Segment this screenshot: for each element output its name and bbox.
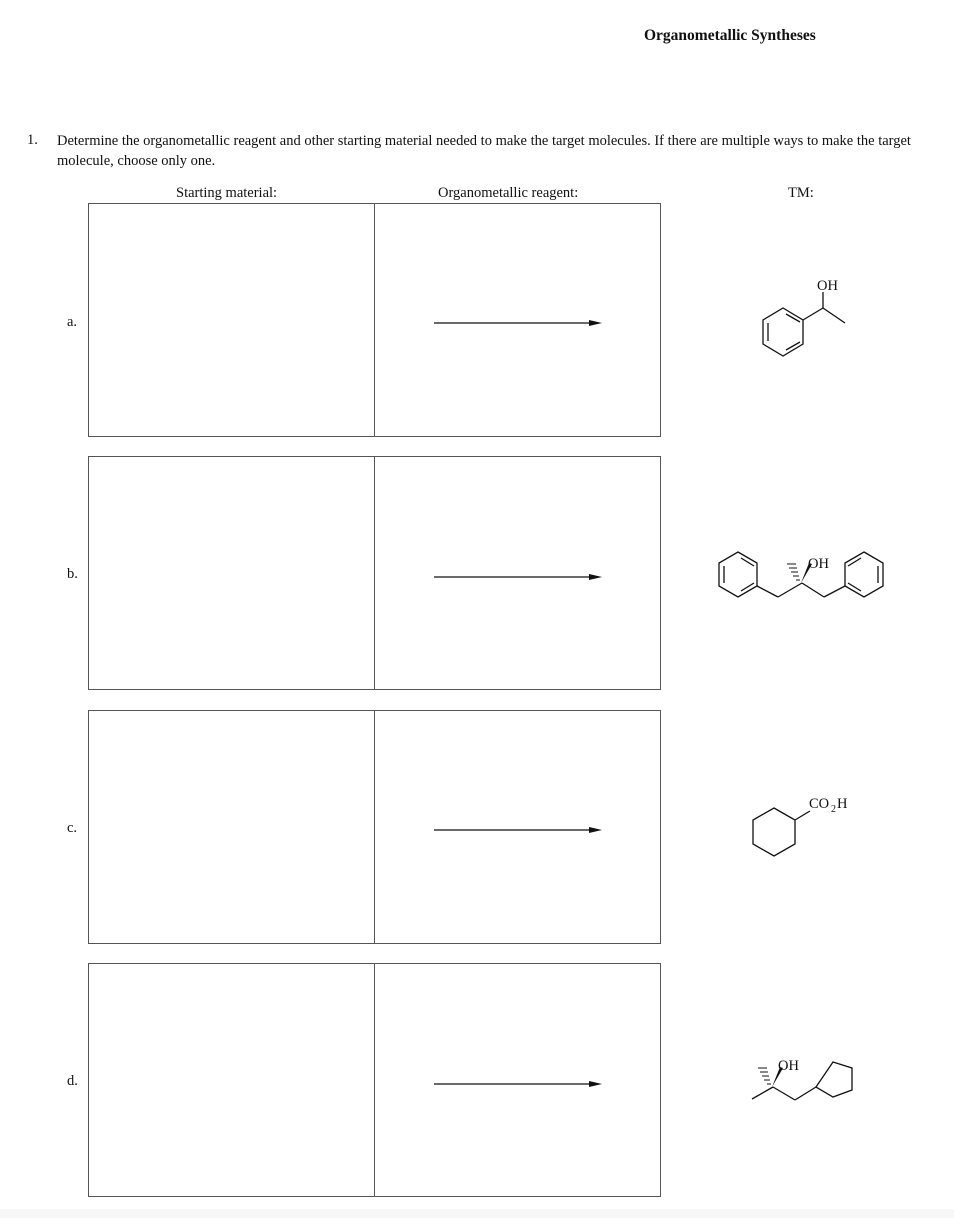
target-molecule-a: [755, 270, 865, 365]
reaction-arrow-d: [434, 1079, 602, 1089]
row-label-d: d.: [67, 1073, 78, 1089]
row-label-b: b.: [67, 566, 78, 582]
starting-material-box-b[interactable]: [88, 456, 375, 690]
reaction-arrow-c: [434, 825, 602, 835]
target-label-c-co: CO: [809, 796, 830, 812]
column-header-target-molecule: TM:: [788, 185, 814, 201]
target-molecule-d: [748, 1052, 868, 1112]
row-label-c: c.: [67, 820, 78, 836]
target-label-c-sub: 2: [831, 804, 836, 815]
starting-material-box-c[interactable]: [88, 710, 375, 944]
question-number: 1.: [27, 132, 38, 148]
page-bottom-edge: [0, 1209, 954, 1218]
target-molecule-c: [748, 794, 868, 864]
starting-material-box-a[interactable]: [88, 203, 375, 437]
target-label-c-h: H: [837, 796, 848, 812]
row-label-a: a.: [67, 314, 78, 330]
reaction-arrow-b: [434, 572, 602, 582]
column-header-organometallic-reagent: Organometallic reagent:: [438, 185, 579, 201]
page-title: Organometallic Syntheses: [644, 27, 816, 44]
column-header-starting-material: Starting material:: [176, 185, 278, 201]
question-text: Determine the organometallic reagent and other starting material needed to make the target molecules. If there are multiple ways to make the target molecule, choose only one.: [57, 133, 911, 169]
target-molecule-b: [712, 546, 892, 606]
target-label-d-oh: OH: [778, 1058, 799, 1074]
target-label-a-oh: OH: [817, 278, 838, 294]
starting-material-box-d[interactable]: [88, 963, 375, 1197]
target-label-b-oh: OH: [808, 556, 829, 572]
reaction-arrow-a: [434, 318, 602, 328]
